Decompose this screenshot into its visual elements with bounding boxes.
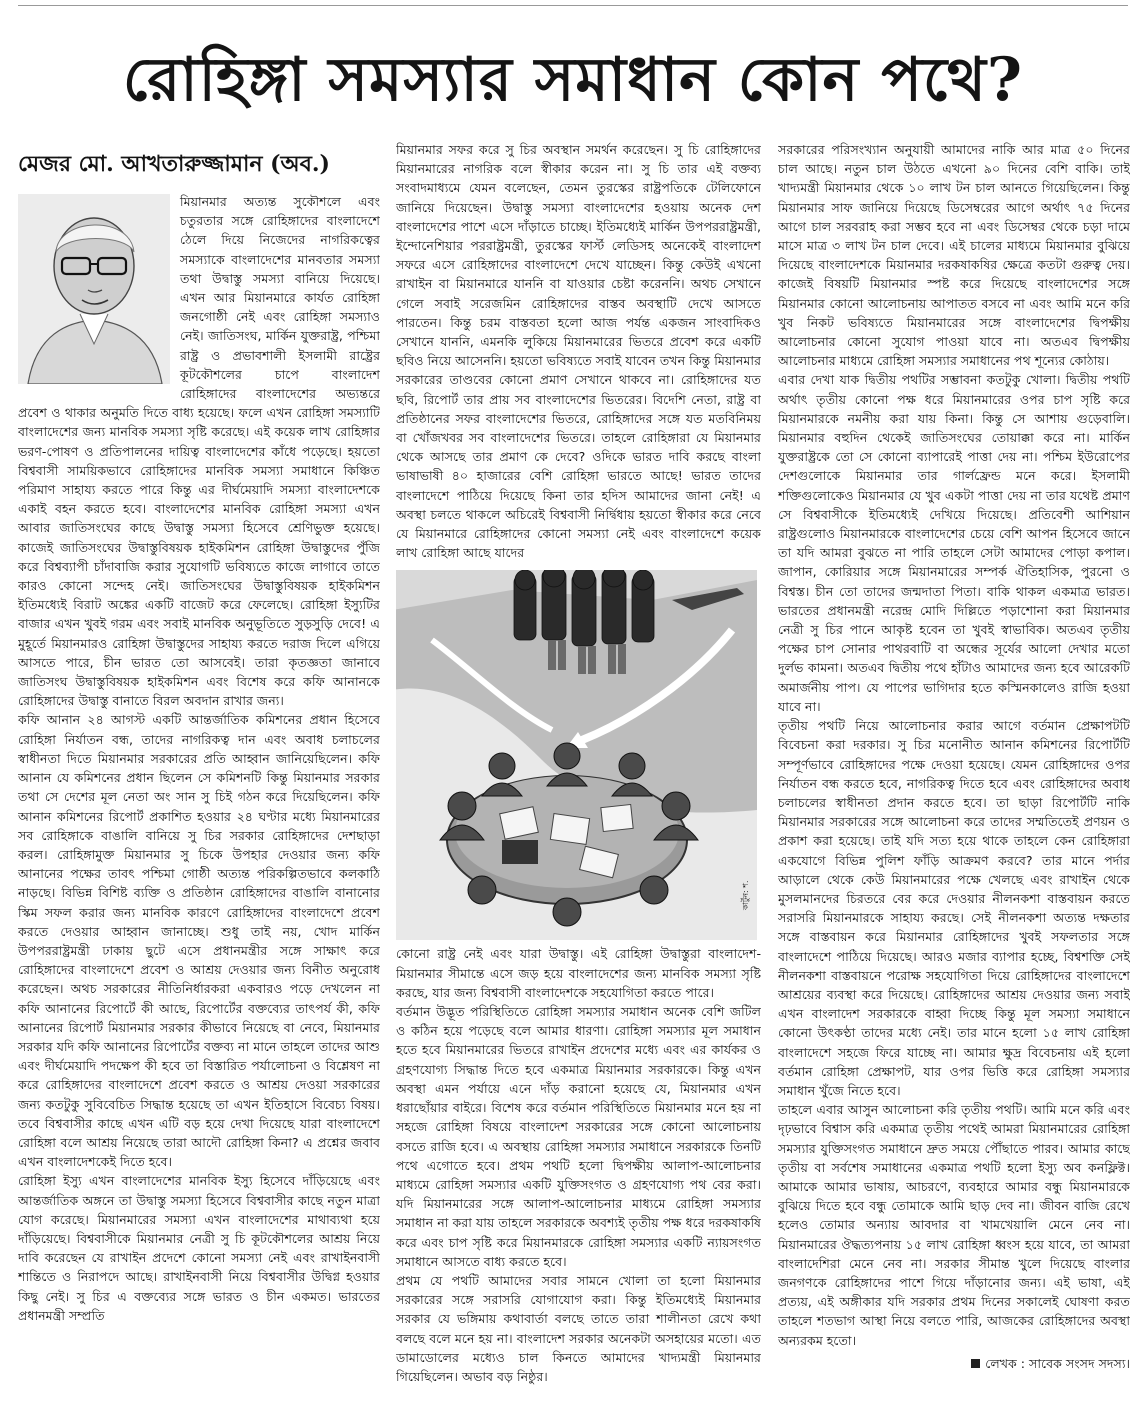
square-bullet-icon: [971, 1359, 980, 1368]
paragraph: কফি আনান ২৪ আগস্ট একটি আন্তর্জাতিক কমিশনের প্রধান হিসেবে রোহিঙ্গা নির্যাতন বন্ধ, তাদের নাগরিকত্ব দান এবং অবাধ চলাচলের স্বাধীনতা দিতে মিয়ানমার সরকারের প্রতি আহ্বান জানিয়েছিলেন। কফি আনান যে কমিশনের প্রধান ছিলেন সে কমিশনটি কিন্তু মিয়ানমার সরকার তথা সে দেশের মূল নেতা অং সান সু চিই গঠন করে দিয়েছিলেন। কফি আনান কমিশনের রিপোর্ট প্রকাশিত হওয়ার ২৪ ঘণ্টার মধ্যে মিয়ানমারের সব রোহিঙ্গাকে বাঙালি বানিয়ে সু চির সরকার রোহিঙ্গাদের দেশছাড়া করল। রোহিঙ্গামুক্ত মিয়ানমার সু চিকে উপহার দেওয়ার জন্য কফি আনানের পক্ষের তাবৎ পশ্চিমা গোষ্ঠী অত্যন্ত পরিকল্পিতভাবে কলকাঠি নাড়ছে। বিভিন্ন বিশিষ্ট ব্যক্তি ও প্রতিষ্ঠান রোহিঙ্গাদের বাঙালি বানানোর স্কিম সফল করার জন্য মানবিক কারণে রোহিঙ্গাদের বাংলাদেশে প্রবেশ করতে দেওয়ার আহ্বান জানাচ্ছে। শুধু তাই নয়, খোদ মার্কিন উপপররাষ্ট্রমন্ত্রী ঢাকায় ছুটে এসে প্রধানমন্ত্রীর সঙ্গে সাক্ষাৎ করে রোহিঙ্গাদের বাংলাদেশে প্রবেশ ও আশ্রয় দেওয়ার জন্য বিনীত অনুরোধ করেছেন। অথচ সরকারের নীতিনির্ধারকরা একবারও পড়ে দেখলেন না কফি আনানের রিপোর্টে কী আছে, রিপোর্টের বক্তব্যের তাৎপর্য কী, কফি আনানের রিপোর্ট মিয়ানমার সরকার কীভাবে নিয়েছে বা নেবে, মিয়ানমার সরকার যদি কফি আনানের রিপোর্টের বক্তব্য না মানে তাহলে তাদের আশু এবং দীর্ঘমেয়াদি পদক্ষেপ কী হবে তা বিস্তারিত পর্যালোচনা ও বিশ্লেষণ না করে রোহিঙ্গাদের বাংলাদেশে প্রবেশ করতে ও আশ্রয় দেওয়া সরকারের জন্য কতটুকু সুবিবেচিত সিদ্ধান্ত হয়েছে তা এখন ইতিহাসে বিবেচ্য বিষয়। তবে বিশ্ববাসীর কাছে এখন এটি বড় হয়ে দেখা দিয়েছে যারা বাংলাদেশে রোহিঙ্গা বলে আশ্রয় নিয়েছে তারা আদৌ রোহিঙ্গা কিনা? এ প্রশ্নের জবাব এখন বাংলাদেশকেই দিতে হবে।: [18, 712, 380, 1170]
top-rule: [18, 0, 1128, 6]
author-photo: [18, 194, 170, 384]
article-column-3: [778, 140, 1130, 1405]
paragraph: মিয়ানমার সফর করে সু চির অবস্থান সমর্থন করেছেন। সু চি রোহিঙ্গাদের মিয়ানমারের নাগরিক বলে স্বীকার করেন না। সু চি তার এই বক্তব্য সংবাদমাধ্যমে যেমন বলেছেন, তেমন তুরস্কের রাষ্ট্রপতিকে টেলিফোনে জানিয়ে দিয়েছেন। উদ্বাস্তু সমস্যা বাংলাদেশের হওয়ায় অনেক দেশ বাংলাদেশের পাশে এসে দাঁড়াতে চাচ্ছে। ইতিমধ্যেই মার্কিন উপপররাষ্ট্রমন্ত্রী, ইন্দোনেশিয়ার পররাষ্ট্রমন্ত্রী, তুরস্কের ফার্স্ট লেডিসহ অনেকেই বাংলাদেশ সফরে এসে রোহিঙ্গাদের বাংলাদেশে দেখে যাচ্ছেন। কিন্তু কেউই এখনো রাখাইন বা মিয়ানমারে যাননি বা যাওয়ার চেষ্টা করেননি। অথচ সেখানে গেলে সবাই সরেজমিন রোহিঙ্গাদের বাস্তব অবস্থাটি দেখে আসতে পারতেন। কিন্তু চরম বাস্তবতা হলো আজ পর্যন্ত একজন সাংবাদিকও সেখানে যাননি, এমনকি লুকিয়ে মিয়ানমারের ভিতরে প্রবেশ করে একটি ছবিও নিয়ে আসেননি। হয়তো ভবিষ্যতে সবাই যাবেন তখন কিন্তু মিয়ানমার সরকারের তাণ্ডবের কোনো প্রমাণ সেখানে থাকবে না। রোহিঙ্গাদের যত ছবি, রিপোর্ট তার প্রায় সব বাংলাদেশের ভিতরের। বিদেশি নেতা, রাষ্ট্র বা প্রতিষ্ঠানের সফর বাংলাদেশের ভিতরে, রোহিঙ্গাদের সঙ্গে যত মতবিনিময় বা খোঁজখবর সব বাংলাদেশের ভিতরে। তাহলে রোহিঙ্গারা যে মিয়ানমার থেকে আসছে তার প্রমাণ কে দেবে? ওদিকে ভারত দাবি করছে বাংলা ভাষাভাষী ৪০ হাজারের বেশি রোহিঙ্গা ভারতে আছে! ভারত তাদের বাংলাদেশে পাঠিয়ে দিয়েছে কিনা তার হদিস আমাদের জানা নেই! এ অবস্থা চলতে থাকলে অচিরেই বিশ্ববাসী নির্দ্বিধায় হয়তো স্বীকার করে নেবে যে মিয়ানমারে রোহিঙ্গাদের কোনো সমস্যা নেই এবং বাংলাদেশে কয়েক লাখ রোহিঙ্গা আছে যাদের: [396, 142, 761, 561]
article-column-2: [396, 140, 761, 1405]
illustration-caption: কার্টুন: শ.: [741, 880, 750, 911]
author-portrait-icon: [18, 194, 170, 384]
paragraph: প্রথম যে পথটি আমাদের সবার সামনে খোলা তা হলো মিয়ানমার সরকারের সঙ্গে সরাসরি যোগাযোগ করা। কিন্তু ইতিমধ্যেই মিয়ানমার সরকার যে ভঙ্গিমায় কথাবার্তা বলছে তাতে তারা শালীনতা রেখে কথা বলছে বলে মনে হয় না। বাংলাদেশ সরকার অনেকটা অসহায়ের মতো। এত ডামাডোলের মধ্যেও চাল কিনতে আমাদের খাদ্যমন্ত্রী মিয়ানমার গিয়েছিলেন। অভাব বড় নিষ্ঠুর।: [396, 1272, 761, 1384]
paragraph: সরকারের পরিসংখ্যান অনুযায়ী আমাদের নাকি আর মাত্র ৫০ দিনের চাল আছে। নতুন চাল উঠতে এখনো ৯০ দিনের বেশি বাকি। তাই খাদ্যমন্ত্রী মিয়ানমার থেকে ১০ লাখ টন চাল আনতে গিয়েছিলেন। কিন্তু মিয়ানমার সাফ জানিয়ে দিয়েছে ডিসেম্বরের আগে অর্থাৎ ৭৫ দিনের আগে চাল সরবরাহ করা সম্ভব হবে না এবং ডিসেম্বর থেকে চড়া দামে মাসে মাত্র ৩ লাখ টন চাল দেবে। এই চালের মাধ্যমে মিয়ানমার বুঝিয়ে দিয়েছে বাংলাদেশকে মিয়ানমার দরকষাকষির ক্ষেত্রে কতটা গুরুত্ব দেয়। কাজেই বিষয়টি মিয়ানমার স্পষ্ট করে দিয়েছে বাংলাদেশের সঙ্গে মিয়ানমার কোনো আলোচনায় আপাতত বসবে না এবং আমি মনে করি খুব নিকট ভবিষ্যতে মিয়ানমারের সঙ্গে বাংলাদেশের দ্বিপক্ষীয় আলোচনার কোনো সুযোগ পাওয়া যাবে না। অতএব দ্বিপক্ষীয় আলোচনার মাধ্যমে রোহিঙ্গা সমস্যার সমাধানের পথ শূন্যের কোঠায়।: [778, 142, 1130, 369]
paragraph: এবার দেখা যাক দ্বিতীয় পথটির সম্ভাবনা কতটুকু খোলা। দ্বিতীয় পথটি অর্থাৎ তৃতীয় কোনো পক্ষ ধরে মিয়ানমারের ওপর চাপ সৃষ্টি করে মিয়ানমারকে নমনীয় করা যায় কিনা। কিন্তু সে আশায় গুড়েবালি। মিয়ানমার বহুদিন থেকেই জাতিসংঘের তোয়াক্কা করে না। মার্কিন যুক্তরাষ্ট্রকে তো সে কোনো ব্যাপারেই পাত্তা দেয় না। পশ্চিম ইউরোপের দেশগুলোকে মিয়ানমার তার গার্লফ্রেন্ড মনে করে। ইসলামী শক্তিগুলোকেও মিয়ানমার যে খুব একটা পাত্তা দেয় না তার যথেষ্ট প্রমাণ সে বিশ্ববাসীকে ইতিমধ্যেই দেখিয়ে দিয়েছে। প্রতিবেশী আশিয়ান রাষ্ট্রগুলোও মিয়ানমারকে বাংলাদেশের চেয়ে বেশি আপন হিসেবে জানে তা যদি আমরা বুঝতে না পারি তাহলে সেটা আমাদের পোড়া কপাল। জাপান, কোরিয়ার সঙ্গে মিয়ানমারের সম্পর্ক ঐতিহাসিক, পুরনো ও বিশ্বস্ত। চীন তো তাদের জন্মদাতা পিতা। বাকি থাকল একমাত্র ভারত। ভারতের প্রধানমন্ত্রী নরেন্দ্র মোদি দিল্লিতে পড়াশোনা করা মিয়ানমার নেত্রী সু চির পানে আকৃষ্ট হবেন তা খুবই স্বাভাবিক। অতএব তৃতীয় পক্ষের চাপ সোনার পাথরবাটি বা অন্ধের সূর্যের আলো দেখার মতো দুর্লভ কামনা। অতএব দ্বিতীয় পথে হাঁটাও আমাদের জন্য হবে আরেকটি অমার্জনীয় পাপ। যে পাপের ভাগিদার হতে কস্মিনকালেও রাজি হওয়া যাবে না।: [778, 372, 1130, 714]
paragraph: তৃতীয় পথটি নিয়ে আলোচনার করার আগে বর্তমান প্রেক্ষাপটটি বিবেচনা করা দরকার। সু চির মনোনীত আনান কমিশনের রিপোর্টটি সম্পূর্ণভাবে রোহিঙ্গাদের পক্ষে দেওয়া হয়েছে। যেমন রোহিঙ্গাদের ওপর নির্যাতন বন্ধ করতে হবে, নাগরিকত্ব দিতে হবে এবং রোহিঙ্গাদের অবাধ চলাচলের স্বাধীনতা প্রদান করতে হবে। তা ছাড়া রিপোর্টটি নাকি মিয়ানমার সরকারের সঙ্গে আলোচনা করে তাদের সম্মতিতেই প্রণয়ন ও প্রকাশ করা হয়েছে। তাই যদি সত্য হয়ে থাকে তাহলে কেন রোহিঙ্গারা একযোগে বিভিন্ন পুলিশ ফাঁড়ি আক্রমণ করবে? তার মানে পর্দার আড়ালে থেকে কেউ মিয়ানমারের পক্ষে খেলছে এবং রাখাইন থেকে মুসলমানদের চিরতরে বের করে দেওয়ার নীলনকশা বাস্তবায়ন করতে সরাসরি মিয়ানমারকে সাহায্য করছে। সেই নীলনকশা অত্যন্ত দক্ষতার সঙ্গে বাস্তবায়ন করে মিয়ানমার রোহিঙ্গাদের খুবই সফলতার সঙ্গে বাংলাদেশে পাঠিয়ে দিয়েছে। আরও মজার ব্যাপার হচ্ছে, বিশ্বশক্তি সেই নীলনকশা বাস্তবায়নে পরোক্ষ সহযোগিতা দিয়ে রোহিঙ্গাদের বাংলাদেশে আশ্রয়ের ব্যবস্থা করে দিয়েছে। রোহিঙ্গাদের আশ্রয় দেওয়ার জন্য সবাই এখন বাংলাদেশ সরকারকে বাহ্বা দিচ্ছে কিন্তু মূল সমস্যা সমাধানে কোনো উৎকণ্ঠা তাদের মধ্যে নেই। তার মানে হলো ১৫ লাখ রোহিঙ্গা বাংলাদেশে সহজে ফিরে যাচ্ছে না। আমার ক্ষুদ্র বিবেচনায় এই হলো বর্তমান রোহিঙ্গা প্রেক্ষাপট, যার ওপর ভিত্তি করে রোহিঙ্গা সমস্যার সমাধান খুঁজে নিতে হবে।: [778, 718, 1130, 1098]
paragraph: রোহিঙ্গা ইস্যু এখন বাংলাদেশের মানবিক ইস্যু হিসেবে দাঁড়িয়েছে এবং আন্তর্জাতিক অঙ্গনে তা উদ্বাস্তু সমস্যা হিসেবে বিশ্ববাসীর কাছে নতুন মাত্রা যোগ করেছে। মিয়ানমারের সমস্যা এখন বাংলাদেশের মাথাব্যথা হয়ে দাঁড়িয়েছে। বিশ্ববাসীকে মিয়ানমার নেত্রী সু চি কূটকৌশলের আশ্রয় নিয়ে দাবি করেছেন যে রাখাইন প্রদেশে কোনো সমস্যা নেই এবং রাখাইনবাসী শান্তিতে ও নিরাপদে আছে। রাখাইনবাসী নিয়ে বিশ্ববাসীর উদ্বিগ্ন হওয়ার কিছু নেই। সু চির এ বক্তব্যের সঙ্গে ভারত ও চীন একমত। ভারতের প্রধানমন্ত্রী সম্প্রতি: [18, 1173, 380, 1323]
headline: রোহিঙ্গা সমস্যার সমাধান কোন পথে?: [122, 45, 1024, 115]
author-note: [778, 1354, 1130, 1373]
paragraph: তাহলে এবার আসুন আলোচনা করি তৃতীয় পথটি। আমি মনে করি এবং দৃঢ়ভাবে বিশ্বাস করি একমাত্র তৃতীয় পথেই আমরা মিয়ানমারের রোহিঙ্গা সমস্যার যুক্তিসংগত সমাধানে দ্রুত সময়ে পৌঁছাতে পারব। আমার কাছে তৃতীয় বা সর্বশেষ সমাধানের একমাত্র পথটি হলো ইস্যু অব কনফ্লিক্ট। আমাকে আমার ভাষায়, আচরণে, ব্যবহারে আমার বন্ধু মিয়ানমারকে বুঝিয়ে দিতে হবে বন্ধু তোমাকে আমি ছাড় দেব না। জীবন বাজি রেখে হলেও তোমার অন্যায় আবদার বা খামখেয়ালি মেনে নেব না। মিয়ানমারের ঔদ্ধত্যপনায় ১৫ লাখ রোহিঙ্গা ধ্বংস হয়ে যাবে, তা আমরা বাংলাদেশিরা মেনে নেব না। সরকার সীমান্ত খুলে দিয়েছে বাংলার জনগণকে রোহিঙ্গাদের পাশে গিয়ে দাঁড়ানোর জন্য। এই ভাষা, এই প্রত্যয়, এই অঙ্গীকার যদি সরকার প্রথম দিনের সকালেই ঘোষণা করত তাহলে শতভাগ আস্থা নিয়ে বলতে পারি, আজকের রোহিঙ্গাদের অবস্থা অন্যরকম হতো।: [778, 1102, 1130, 1348]
paragraph: কোনো রাষ্ট্র নেই এবং যারা উদ্বাস্তু। এই রোহিঙ্গা উদ্বাস্তুরা বাংলাদেশ-মিয়ানমার সীমান্তে এসে জড় হয়ে বাংলাদেশের জন্য মানবিক সমস্যা সৃষ্টি করছে, যার জন্য বিশ্ববাসী বাংলাদেশকে সহযোগিতা করতে পারে।: [396, 946, 761, 1000]
author-note-text: লেখক : সাবেক সংসদ সদস্য।: [985, 1355, 1130, 1371]
illustration: [396, 570, 761, 940]
soldiers-and-negotiation-table-illustration-icon: [396, 570, 757, 940]
paragraph: মিয়ানমার অত্যন্ত সুকৌশলে এবং চতুরতার সঙ্গে রোহিঙ্গাদের বাংলাদেশে ঠেলে দিয়ে নিজেদের নাগরিকত্বের সমস্যাকে বাংলাদেশের মানবতার সমস্যা তথা উদ্বাস্তু সমস্যা বানিয়ে দিয়েছে। এখন আর মিয়ানমারে কার্যত রোহিঙ্গা জনগোষ্ঠী নেই এবং রোহিঙ্গা সমস্যাও নেই। জাতিসংঘ, মার্কিন যুক্তরাষ্ট্র, পশ্চিমা রাষ্ট্র ও প্রভাবশালী ইসলামী রাষ্ট্রের কূটকৌশলের চাপে বাংলাদেশ রোহিঙ্গাদের বাংলাদেশের অভ্যন্তরে প্রবেশ ও থাকার অনুমতি দিতে বাধ্য হয়েছে। ফলে এখন রোহিঙ্গা সমস্যাটি বাংলাদেশের জন্য মানবিক সমস্যা সৃষ্টি করেছে। এই কয়েক লাখ রোহিঙ্গার ভরণ-পোষণ ও প্রতিপালনের দায়িত্ব বাংলাদেশের কাঁধে পড়েছে। হয়তো বিশ্ববাসী সাময়িকভাবে রোহিঙ্গাদের মানবিক সমস্যা সমাধানে কিঞ্চিত পরিমাণ সাহায্য করতে পারে কিন্তু এর দীর্ঘমেয়াদি সমস্যা বাংলাদেশকে একাই বহন করতে হবে। বাংলাদেশের মানবিক রোহিঙ্গা সমস্যা এখন আবার জাতিসংঘের কাছে উদ্বাস্তু সমস্যা হিসেবে শ্রেণিভুক্ত হয়েছে। কাজেই জাতিসংঘের উদ্বাস্তুবিষয়ক হাইকমিশন রোহিঙ্গা উদ্বাস্তুদের পুঁজি করে বিশ্বব্যাপী চাঁদাবাজি করার সুযোগটি ভবিষ্যতে কাজে লাগাবে তাতে কারও কোনো সন্দেহ নেই। জাতিসংঘের উদ্বাস্তুবিষয়ক হাইকমিশন ইতিমধ্যেই বিরাট অঙ্কের একটি বাজেট করে ফেলেছে। রোহিঙ্গা ইস্যুটির বাজার এখন খুবই গরম এবং সবাই মানবিক অনুভূতিতে সুড়সুড়ি দেবে! এ মুহূর্তে মিয়ানমারও রোহিঙ্গা উদ্বাস্তুদের সাহায্য করতে দরাজ দিলে এগিয়ে আসতে পারে, চীন ভারত তো আসবেই। তারা কৃতজ্ঞতা জানাবে জাতিসংঘ উদ্বাস্তুবিষয়ক হাইকমিশন এবং বিশেষ করে কফি আনানকে রোহিঙ্গাদের উদ্বাস্তু বানাতে বিরল অবদান রাখার জন্য।: [18, 194, 380, 709]
article-column-1: [18, 140, 380, 1405]
byline: মেজর মো. আখতারুজ্জামান (অব.): [18, 151, 330, 177]
paragraph: বর্তমান উদ্ভূত পরিস্থিতিতে রোহিঙ্গা সমস্যার সমাধান অনেক বেশি জটিল ও কঠিন হয়ে পড়েছে বলে আমার ধারণা। রোহিঙ্গা সমস্যার মূল সমাধান হতে হবে মিয়ানমারের ভিতরে রাখাইন প্রদেশের মধ্যে এবং এর কার্যকর ও গ্রহণযোগ্য সিদ্ধান্ত দিতে হবে একমাত্র মিয়ানমার সরকারকে। কিন্তু এখন অবস্থা এমন পর্যায়ে এনে দাঁড় করানো হয়েছে যে, মিয়ানমার এখন ধরাছোঁয়ার বাইরে। বিশেষ করে বর্তমান পরিস্থিতিতে মিয়ানমার মনে হয় না সহজে রোহিঙ্গা বিষয়ে বাংলাদেশ সরকারের সঙ্গে কোনো আলোচনায় বসতে রাজি হবে। এ অবস্থায় রোহিঙ্গা সমস্যার সমাধানে সরকারকে তিনটি পথে এগোতে হবে। প্রথম পথটি হলো দ্বিপক্ষীয় আলাপ-আলোচনার মাধ্যমে রোহিঙ্গা সমস্যার একটি যুক্তিসংগত ও গ্রহণযোগ্য পথ বের করা। যদি মিয়ানমারের সঙ্গে আলাপ-আলোচনার মাধ্যমে রোহিঙ্গা সমস্যার সমাধান না করা যায় তাহলে সরকারকে অবশ্যই তৃতীয় পক্ষ ধরে দরকষাকষি করে এবং চাপ সৃষ্টি করে মিয়ানমারকে রোহিঙ্গা সমস্যার একটি ন্যায়সংগত সমাধানে আসতে বাধ্য করতে হবে।: [396, 1004, 761, 1269]
